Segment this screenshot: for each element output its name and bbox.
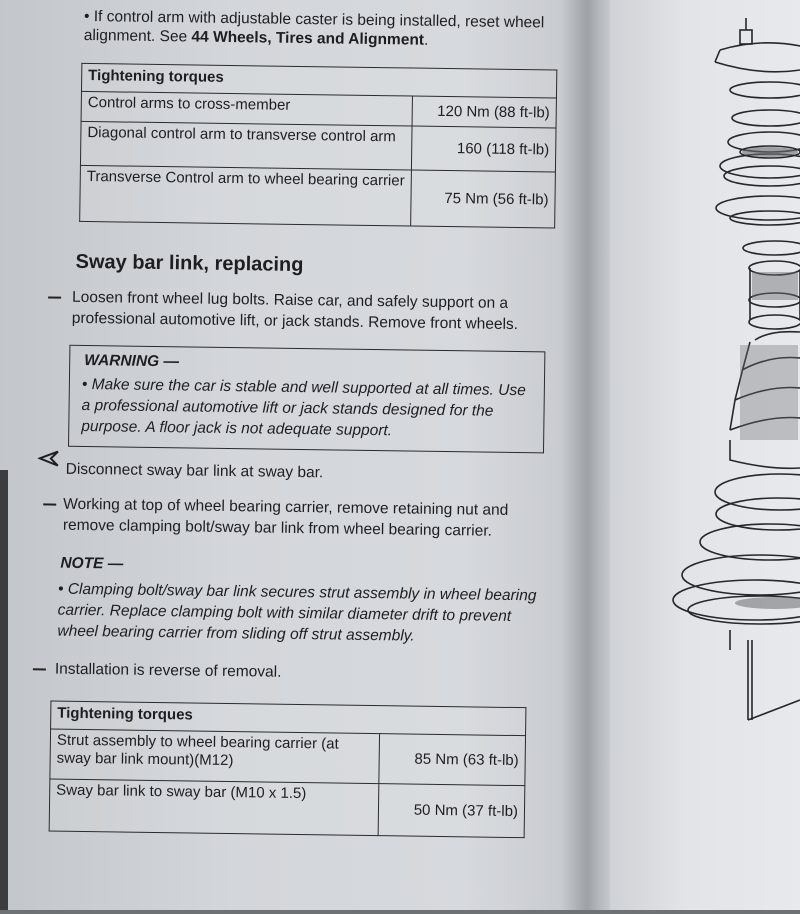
manual-page-right [610,0,800,910]
pointer-arrow-icon [38,449,62,467]
table1-item: Diagonal control arm to transverse control arm [80,121,412,170]
table-row [80,165,556,228]
table2-header: Tightening torques [51,701,526,736]
step-2: Disconnect sway bar link at sway bar. [65,460,324,482]
step-dash [43,503,56,505]
step-dash [48,296,61,298]
intro-bullet-ref: 44 Wheels, Tires and Alignment [191,28,425,49]
strut-assembly-illustration [610,0,800,910]
torque-table-2 [49,701,527,839]
table-row [50,729,526,786]
step-3: Working at top of wheel bearing carrier, remove retaining nut and remove clamping bolt/sway bar link from wheel bearing carrier. [62,495,509,540]
table2-item: Strut assembly to wheel bearing carrier (at sway bar link mount)(M12) [50,729,380,784]
step-dash [33,668,46,670]
intro-bullet-prefix: • If control arm with adjustable caster is being installed, reset wheel alignment. See [83,7,545,46]
table1-header: Tightening torques [81,63,556,98]
step-4: Installation is reverse of removal. [54,660,282,681]
note-text: • Clamping bolt/sway bar link secures strut assembly in wheel bearing carrier. Replace clamping bolt with similar diameter drift to prevent wheel bearing carrier from sliding off strut assembly. [57,580,537,645]
table2-value: 50 Nm (37 ft-lb) [378,784,525,838]
section-title: Sway bar link, replacing [75,250,304,277]
table1-value: 120 Nm (88 ft-lb) [412,96,556,128]
table2-item: Sway bar link to sway bar (M10 x 1.5) [49,779,379,836]
intro-bullet-suffix: . [423,31,429,49]
table2-value: 85 Nm (63 ft-lb) [379,734,526,786]
intro-bullet [84,7,564,52]
note-title: NOTE — [60,554,124,573]
warning-text: • Make sure the car is stable and well supported at all times. Use a professional automotive lift or jack stands designed for the purpose. A floor jack is not adequate support. [81,375,526,440]
table1-item: Transverse Control arm to wheel bearing carrier [80,165,412,226]
table1-value: 75 Nm (56 ft-lb) [411,170,556,228]
step-1: Loosen front wheel lug bolts. Raise car, and safely support on a professional automotive lift, or jack stands. Remove front wheels. [71,288,519,334]
warning-box [68,345,545,454]
table-row [80,121,556,172]
table-row [49,779,525,838]
table1-value: 160 (118 ft-lb) [411,126,556,172]
table1-item: Control arms to cross-member [81,91,412,126]
torque-table-1 [79,63,557,229]
warning-title: WARNING — [84,351,180,371]
